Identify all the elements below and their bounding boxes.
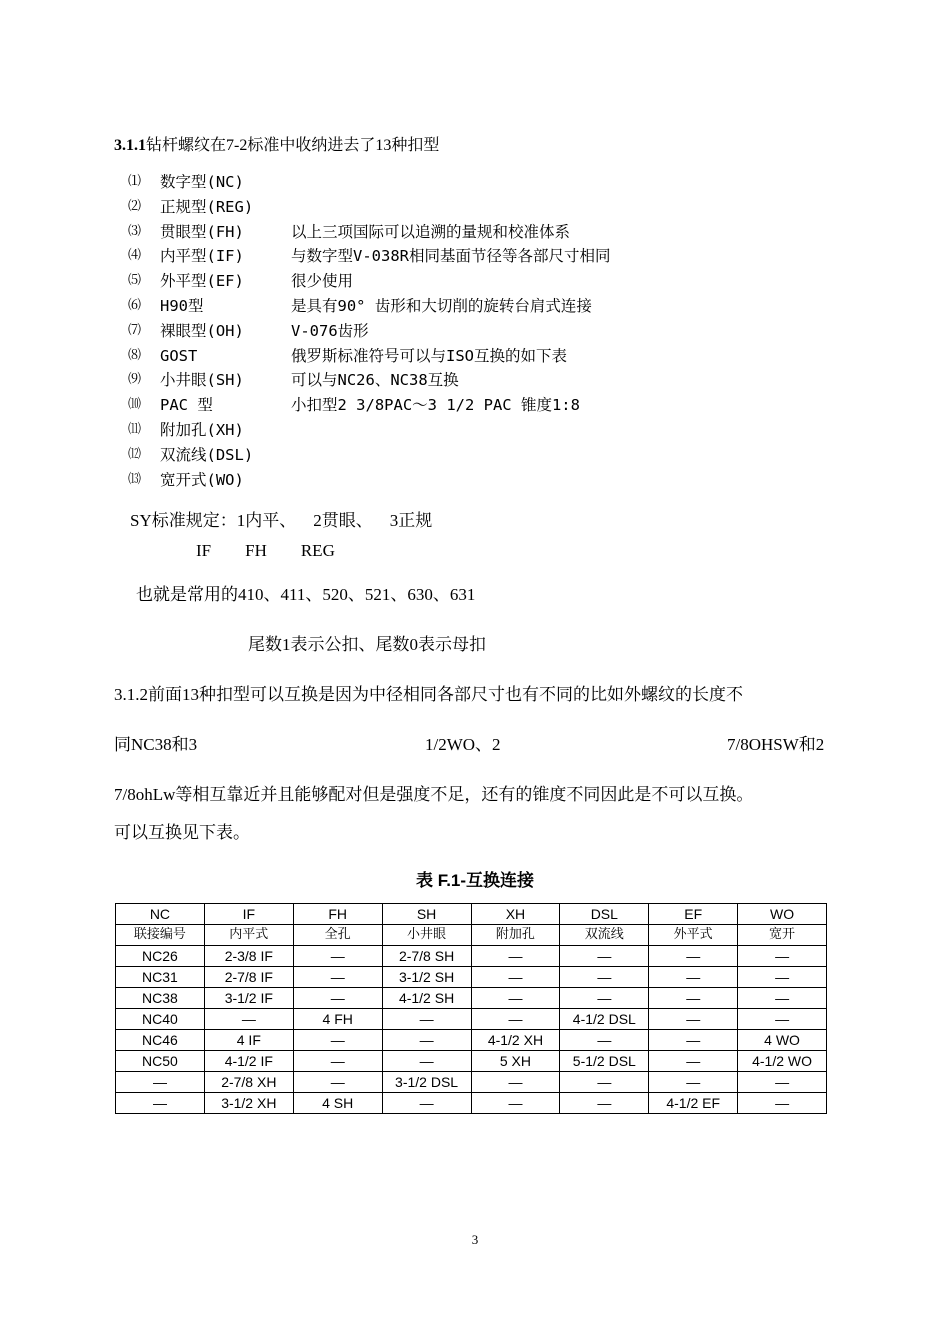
table-cell: 3-1/2 IF: [204, 988, 293, 1009]
para-312-line-2c: 7/8OHSW和2: [727, 735, 825, 754]
table-cell: —: [471, 1072, 560, 1093]
thread-type-number: ⑷: [128, 248, 142, 264]
table-cell: —: [738, 967, 827, 988]
table-cell: —: [116, 1093, 205, 1114]
thread-type-description: 很少使用: [291, 272, 354, 291]
table-cell: 4-1/2 WO: [738, 1051, 827, 1072]
table-cell: —: [293, 988, 382, 1009]
section-number: 3.1.1: [114, 137, 146, 154]
table-cell: 全孔: [293, 925, 382, 946]
thread-type-name: 正规型(REG): [160, 197, 254, 216]
table-cell: IF: [204, 904, 293, 925]
thread-type-name: H90型: [160, 296, 204, 315]
table-header-row: [116, 904, 827, 925]
table-cell: —: [649, 967, 738, 988]
interchange-table: [115, 903, 827, 1114]
thread-type-number: ⑻: [128, 347, 142, 363]
table-cell: —: [471, 946, 560, 967]
thread-type-name: PAC 型: [160, 396, 213, 415]
sy-standard-line: SY标准规定：1内平、 2贯眼、 3正规: [130, 511, 433, 530]
thread-type-number: ⑸: [128, 273, 142, 289]
table-cell: —: [471, 1009, 560, 1030]
table-cell: 内平式: [204, 925, 293, 946]
table-cell: 3-1/2 SH: [382, 967, 471, 988]
table-cell: 外平式: [649, 925, 738, 946]
thread-type-name: 裸眼型(OH): [160, 321, 244, 340]
thread-type-item: [128, 344, 611, 369]
table-cell: —: [649, 946, 738, 967]
table-cell: —: [738, 1072, 827, 1093]
table-cell: 3-1/2 DSL: [382, 1072, 471, 1093]
table-cell: 4-1/2 SH: [382, 988, 471, 1009]
thread-type-name: 附加孔(XH): [160, 420, 244, 439]
table-cell: 宽开: [738, 925, 827, 946]
thread-type-description: 可以与NC26、NC38互换: [291, 371, 459, 390]
tail-digit-line: 尾数1表示公扣、尾数0表示母扣: [248, 635, 486, 654]
para-312-line-2b: 1/2WO、2: [425, 735, 501, 754]
table-cell: SH: [382, 904, 471, 925]
table-cell: NC38: [116, 988, 205, 1009]
table-cell: —: [293, 1072, 382, 1093]
thread-type-description: 是具有90° 齿形和大切削的旋转台肩式连接: [291, 296, 592, 315]
thread-type-item: [128, 220, 611, 245]
thread-type-list: [128, 170, 611, 492]
table-cell: WO: [738, 904, 827, 925]
thread-type-number: ⑶: [128, 223, 142, 239]
thread-type-number: ⑼: [128, 372, 142, 388]
table-cell: —: [293, 1030, 382, 1051]
sy-abbrev-line: IF FH REG: [196, 541, 335, 560]
table-cell: —: [382, 1051, 471, 1072]
thread-type-item: [128, 393, 611, 418]
table-row: [116, 946, 827, 967]
table-cell: 2-3/8 IF: [204, 946, 293, 967]
table-cell: —: [382, 1030, 471, 1051]
table-cell: 4 WO: [738, 1030, 827, 1051]
thread-type-name: 宽开式(WO): [160, 470, 244, 489]
table-cell: FH: [293, 904, 382, 925]
thread-type-item: [128, 195, 611, 220]
table-caption: 表 F.1-互换连接: [415, 871, 535, 890]
thread-type-name: 内平型(IF): [160, 247, 244, 266]
table-row: [116, 967, 827, 988]
table-row: [116, 1030, 827, 1051]
thread-type-name: 数字型(NC): [160, 173, 244, 191]
table-cell: —: [293, 946, 382, 967]
table-cell: XH: [471, 904, 560, 925]
thread-type-name: 外平型(EF): [160, 272, 244, 291]
table-cell: 2-7/8 SH: [382, 946, 471, 967]
thread-type-name: 贯眼型(FH): [160, 222, 244, 241]
table-cell: 4-1/2 XH: [471, 1030, 560, 1051]
thread-type-number: ⒀: [128, 471, 142, 487]
table-cell: —: [649, 1009, 738, 1030]
para-312-line-4: 可以互换见下表。: [114, 823, 250, 842]
table-row: [116, 1051, 827, 1072]
thread-type-description: V-076齿形: [291, 321, 369, 340]
table-cell: —: [560, 1030, 649, 1051]
table-cell: NC50: [116, 1051, 205, 1072]
para-312-line-2a: 同NC38和3: [114, 735, 198, 754]
table-row: [116, 988, 827, 1009]
table-cell: 5-1/2 DSL: [560, 1051, 649, 1072]
thread-type-item: [128, 468, 611, 493]
thread-type-name: GOST: [160, 346, 198, 365]
thread-type-number: ⑹: [128, 297, 142, 313]
thread-type-item: [128, 294, 611, 319]
table-cell: 4 IF: [204, 1030, 293, 1051]
table-cell: EF: [649, 904, 738, 925]
table-cell: 3-1/2 XH: [204, 1093, 293, 1114]
table-cell: —: [382, 1009, 471, 1030]
thread-type-name: 双流线(DSL): [160, 445, 254, 464]
table-cell: —: [649, 1030, 738, 1051]
thread-type-description: 小扣型2 3/8PAC～3 1/2 PAC 锥度1:8: [291, 396, 580, 415]
thread-type-number: ⑺: [128, 322, 142, 338]
table-cell: —: [293, 1051, 382, 1072]
table-cell: —: [738, 1009, 827, 1030]
table-cell: —: [382, 1093, 471, 1114]
table-cell: —: [738, 946, 827, 967]
table-cell: 小井眼: [382, 925, 471, 946]
common-codes-line: 也就是常用的410、411、520、521、630、631: [136, 585, 476, 604]
thread-type-number: ⑾: [128, 421, 142, 437]
para-312-line-3: 7/8ohLw等相互靠近并且能够配对但是强度不足，还有的锥度不同因此是不可以互换。: [114, 785, 754, 804]
thread-type-number: ⑵: [128, 198, 142, 214]
table-cell: —: [471, 988, 560, 1009]
table-cell: NC26: [116, 946, 205, 967]
table-cell: —: [560, 1093, 649, 1114]
thread-type-description: 俄罗斯标准符号可以与ISO互换的如下表: [291, 346, 567, 365]
thread-type-item: [128, 418, 611, 443]
thread-type-item: [128, 170, 611, 195]
table-cell: 附加孔: [471, 925, 560, 946]
thread-type-item: [128, 244, 611, 269]
table-cell: —: [560, 967, 649, 988]
table-cell: —: [471, 967, 560, 988]
table-cell: —: [560, 988, 649, 1009]
section-heading: [114, 132, 439, 155]
table-cell: NC: [116, 904, 205, 925]
table-row: [116, 1009, 827, 1030]
table-subheader-row: [116, 925, 827, 946]
table-cell: 4-1/2 IF: [204, 1051, 293, 1072]
table-cell: —: [649, 988, 738, 1009]
thread-type-item: [128, 269, 611, 294]
thread-type-item: [128, 319, 611, 344]
table-cell: —: [560, 1072, 649, 1093]
table-cell: —: [116, 1072, 205, 1093]
table-cell: —: [649, 1051, 738, 1072]
thread-type-description: 与数字型V-038R相同基面节径等各部尺寸相同: [291, 247, 611, 266]
table-cell: —: [204, 1009, 293, 1030]
thread-type-name: 小井眼(SH): [160, 371, 244, 390]
table-cell: 4 SH: [293, 1093, 382, 1114]
table-cell: NC46: [116, 1030, 205, 1051]
table-cell: 联接编号: [116, 925, 205, 946]
thread-type-description: 以上三项国际可以追溯的量规和校准体系: [291, 222, 571, 241]
table-cell: 双流线: [560, 925, 649, 946]
page-number: 3: [471, 1232, 479, 1247]
table-cell: —: [738, 988, 827, 1009]
thread-type-number: ⑿: [128, 446, 142, 462]
thread-type-number: ⑽: [128, 397, 142, 413]
thread-type-number: ⑴: [128, 174, 142, 189]
para-312-line-1: 3.1.2前面13种扣型可以互换是因为中径相同各部尺寸也有不同的比如外螺纹的长度不: [114, 685, 743, 704]
table-cell: —: [649, 1072, 738, 1093]
table-cell: —: [293, 967, 382, 988]
table-cell: 5 XH: [471, 1051, 560, 1072]
table-cell: NC31: [116, 967, 205, 988]
table-row: [116, 1093, 827, 1114]
table-cell: —: [560, 946, 649, 967]
table-cell: 2-7/8 XH: [204, 1072, 293, 1093]
table-cell: 4-1/2 DSL: [560, 1009, 649, 1030]
table-cell: NC40: [116, 1009, 205, 1030]
table-cell: DSL: [560, 904, 649, 925]
thread-type-item: [128, 368, 611, 393]
table-row: [116, 1072, 827, 1093]
table-cell: —: [471, 1093, 560, 1114]
section-title: 钻杆螺纹在7-2标准中收纳进去了13种扣型: [146, 137, 440, 154]
table-cell: 4 FH: [293, 1009, 382, 1030]
table-cell: —: [738, 1093, 827, 1114]
table-cell: 4-1/2 EF: [649, 1093, 738, 1114]
table-cell: 2-7/8 IF: [204, 967, 293, 988]
thread-type-item: [128, 443, 611, 468]
